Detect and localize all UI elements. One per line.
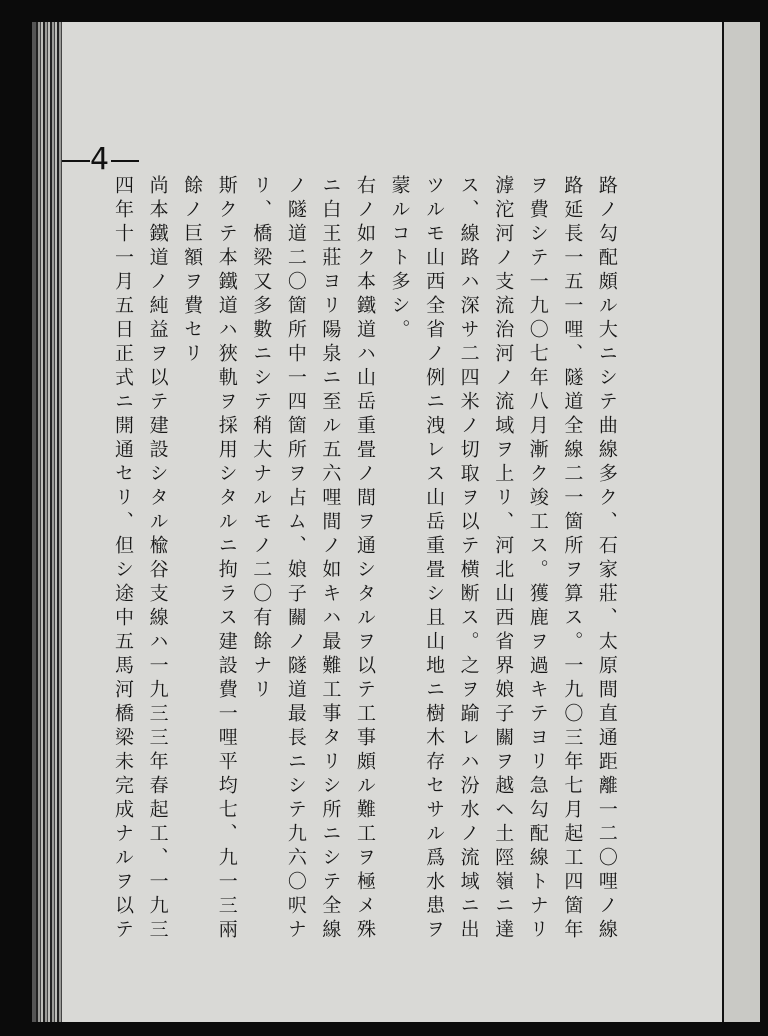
text-column: 餘ノ巨額ヲ費セリ (181, 175, 204, 367)
vertical-text-block (110, 175, 620, 965)
page-number-dash-right (111, 160, 139, 162)
text-column: ニ白王莊ヨリ陽泉ニ至ル五六哩間ノ如キハ最難工事タリシ所ニシテ全線 (319, 175, 342, 943)
page-number-dash-left (62, 160, 90, 162)
page-number: 4 (90, 142, 112, 177)
text-column: 右ノ如ク本鐵道ハ山岳重畳ノ間ヲ通シタルヲ以テ工事頗ル難工ヲ極メ殊 (353, 175, 376, 943)
text-column: 路延長一五一哩、隧道全線二一箇所ヲ算ス。一九〇三年七月起工四箇年 (561, 175, 584, 943)
page-number-marker (62, 142, 139, 177)
text-column: 尚本鐵道ノ純益ヲ以テ建設シタル楡谷支線ハ一九三三年春起工、一九三 (146, 175, 169, 943)
next-page-edge (722, 22, 760, 1022)
text-column: 斯クテ本鐵道ハ狹軌ヲ採用シタルニ拘ラス建設費一哩平均七、九一三兩 (215, 175, 238, 943)
text-column: ヲ費シテ一九〇七年八月漸ク竣工ス。獲鹿ヲ過キテヨリ急勾配線トナリ (526, 175, 549, 943)
text-column: リ、橋梁又多數ニシテ稍大ナルモノ二〇有餘ナリ (250, 175, 273, 703)
text-column: ツルモ山西全省ノ例ニ洩レス山岳重畳シ且山地ニ樹木存セサル爲水患ヲ (423, 175, 446, 943)
text-column: ノ隧道二〇箇所中一四箇所ヲ占ム、娘子關ノ隧道最長ニシテ九六〇呎ナ (284, 175, 307, 943)
text-column: 路ノ勾配頗ル大ニシテ曲線多ク、石家莊、太原間直通距離一二〇哩ノ線 (595, 175, 618, 943)
text-column: 四年十一月五日正式ニ開通セリ、但シ途中五馬河橋梁未完成ナルヲ以テ (112, 175, 134, 943)
text-column: ス、線路ハ深サ二四米ノ切取ヲ以テ横断ス。之ヲ踰レハ汾水ノ流域ニ出 (457, 175, 480, 943)
text-column: 滹沱河ノ支流治河ノ流域ヲ上リ、河北山西省界娘子關ヲ越ヘ土陘嶺ニ達 (492, 175, 515, 943)
text-column: 蒙ルコト多シ。 (388, 175, 411, 343)
